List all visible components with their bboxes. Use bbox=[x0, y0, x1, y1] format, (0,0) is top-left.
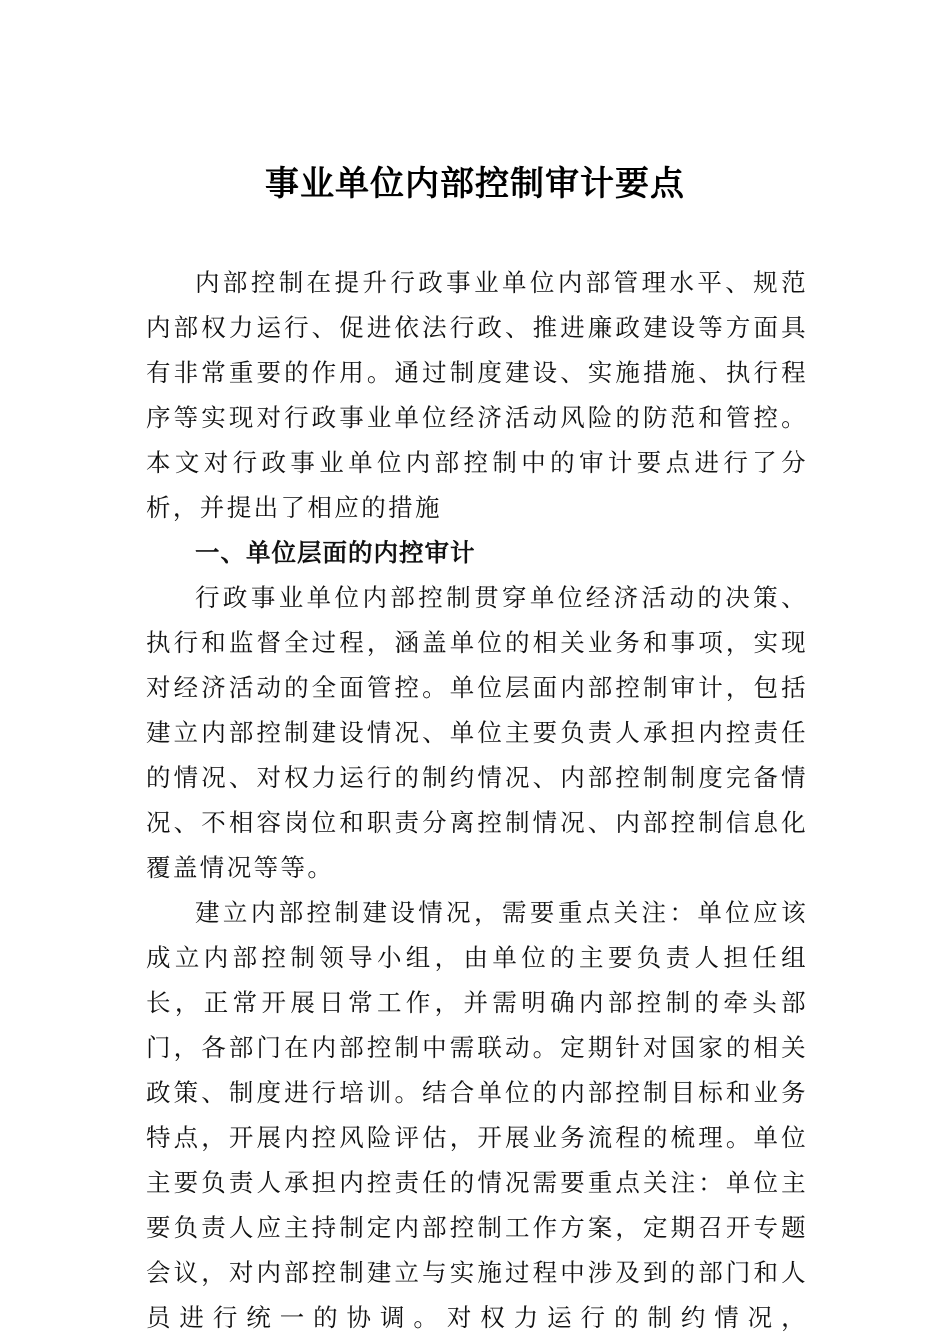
intro-paragraph: 内部控制在提升行政事业单位内部管理水平、规范内部权力运行、促进依法行政、推进廉政建设等方面具有非常重要的作用。通过制度建设、实施措施、执行程序等实现对行政事业单位经济活动风险的防范和管控。本文对行政事业单位内部控制中的审计要点进行了分析，并提出了相应的措施 bbox=[146, 268, 808, 522]
body-paragraph-2: 建立内部控制建设情况，需要重点关注：单位应该成立内部控制领导小组，由单位的主要负责人担任组长，正常开展日常工作，并需明确内部控制的牵头部门，各部门在内部控制中需联动。定期针对国家的相关政策、制度进行培训。结合单位的内部控制目标和业务特点，开展内控风险评估，开展业务流程的梳理。单位主要负责人承担内控责任的情况需要重点关注：单位主要负责人应主持制定内部控制工作方案，定期召开专题会议，对内部控制建立与实施过程中涉及到的部门和人员进行统一的协调。对权力运行的制约情况， bbox=[146, 898, 808, 1332]
section-heading: 一、单位层面的内控审计 bbox=[195, 538, 476, 567]
document-title: 事业单位内部控制审计要点 bbox=[265, 164, 685, 204]
body-paragraph-1: 行政事业单位内部控制贯穿单位经济活动的决策、执行和监督全过程，涵盖单位的相关业务和事项，实现对经济活动的全面管控。单位层面内部控制审计，包括建立内部控制建设情况、单位主要负责人承担内控责任的情况、对权力运行的制约情况、内部控制制度完备情况、不相容岗位和职责分离控制情况、内部控制信息化覆盖情况等等。 bbox=[146, 583, 808, 882]
document-body bbox=[146, 260, 808, 1340]
